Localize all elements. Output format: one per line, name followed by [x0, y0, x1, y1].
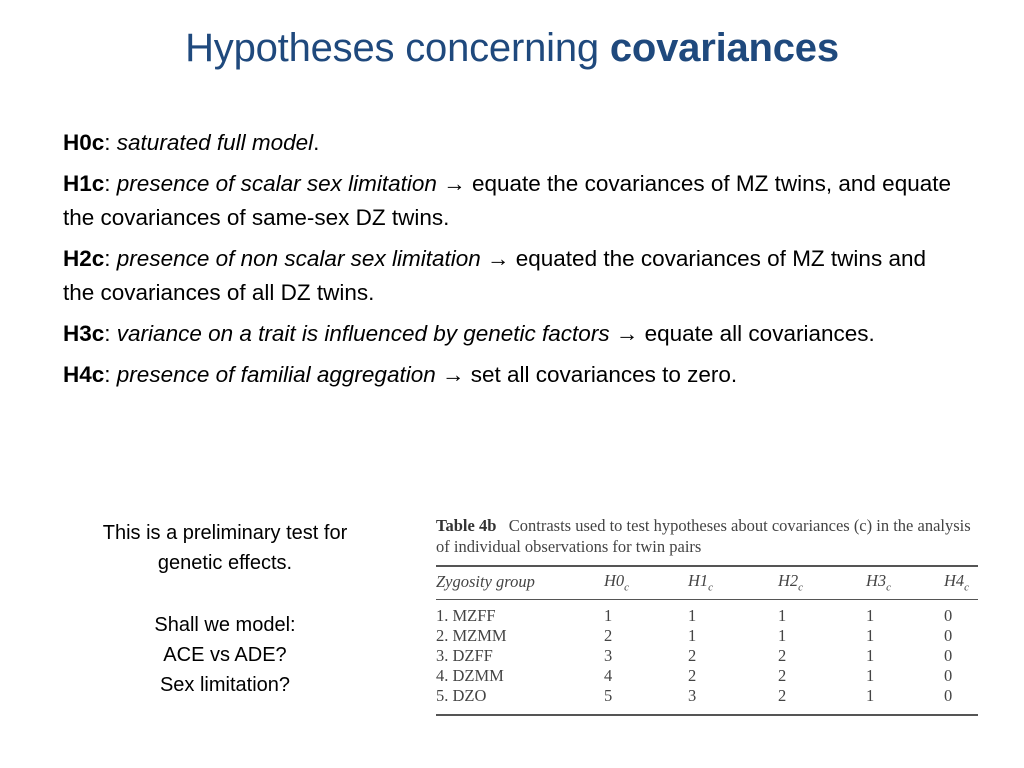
table-cell: 2: [778, 686, 787, 706]
table-cell: 3. DZFF: [436, 646, 493, 666]
arrow-right-icon: →: [436, 171, 472, 196]
hypothesis-description: presence of non scalar sex limitation: [116, 246, 481, 271]
contrast-table: [436, 515, 978, 716]
table-cell: 1: [866, 646, 875, 666]
title-bold: covariances: [609, 26, 839, 70]
column-header: [688, 566, 778, 600]
hypothesis-label: H1c: [63, 171, 105, 196]
table-cell: 1: [604, 606, 613, 626]
table-row: [436, 686, 978, 715]
hypothesis-label: H2c: [63, 246, 105, 271]
hypothesis-label: H0c: [63, 130, 105, 155]
side-note-line: ACE vs ADE?: [163, 644, 287, 666]
side-note-line: Sex limitation?: [159, 674, 291, 696]
hypothesis-action: set all covariances to zero.: [470, 362, 738, 387]
table-cell: 1: [866, 626, 875, 646]
hypothesis-separator: :: [104, 246, 117, 271]
hypothesis-action: .: [313, 130, 320, 155]
table-caption-text: Contrasts used to test hypotheses about covariances (c) in the analysis of individual observations for twin pairs: [436, 516, 971, 556]
hypothesis-action: equate all covariances.: [644, 321, 875, 346]
hypothesis-separator: :: [104, 362, 117, 387]
table-cell: 2: [604, 626, 613, 646]
table-cell: 2: [778, 666, 787, 686]
hypothesis-h1c: [63, 167, 963, 235]
side-note: [70, 518, 380, 700]
table-grid: [436, 565, 978, 716]
table-cell: 1: [866, 606, 875, 626]
column-header-text: H2: [778, 571, 799, 590]
column-header: [778, 566, 866, 600]
column-header-text: H3: [866, 571, 887, 590]
table-row: [436, 646, 978, 666]
hypothesis-description: presence of familial aggregation: [116, 362, 436, 387]
title-normal: Hypotheses concerning: [185, 26, 610, 70]
hypothesis-description: variance on a trait is influenced by genetic factors: [116, 321, 610, 346]
table-cell: 2: [688, 666, 697, 686]
table-cell: 0: [944, 686, 953, 706]
table-cell: 0: [944, 626, 953, 646]
table-cell: 1: [778, 626, 787, 646]
column-header-text: H0: [604, 571, 625, 590]
arrow-right-icon: →: [480, 246, 516, 271]
hypothesis-label: H3c: [63, 321, 105, 346]
column-header: [944, 566, 978, 600]
table-cell: 1: [688, 626, 697, 646]
column-header-subscript: c: [708, 581, 714, 594]
hypothesis-h4c: [63, 358, 963, 392]
column-header-subscript: c: [798, 581, 804, 594]
column-header-text: H1: [688, 571, 709, 590]
side-note-line: This is a preliminary test for: [102, 522, 348, 544]
table-cell: 1: [688, 606, 697, 626]
table-cell: 4: [604, 666, 613, 686]
hypothesis-action: equate the covariances of MZ twins, and equate the covariances of same-sex DZ twins.: [63, 171, 952, 230]
hypothesis-description: presence of scalar sex limitation: [116, 171, 437, 196]
table-cell: 0: [944, 646, 953, 666]
table-cell: 1: [866, 666, 875, 686]
column-header: [866, 566, 944, 600]
column-header-subscript: c: [886, 581, 892, 594]
hypothesis-h0c: [63, 126, 963, 160]
page-title: [0, 26, 1024, 71]
hypotheses-list: [63, 126, 963, 399]
table-row: [436, 626, 978, 646]
arrow-right-icon: →: [435, 362, 471, 387]
table-row: [436, 600, 978, 627]
table-cell: 3: [604, 646, 613, 666]
column-header-text: Zygosity group: [436, 572, 535, 592]
column-header-text: H4: [944, 571, 965, 590]
spacer: [70, 578, 380, 610]
table-cell: 5: [604, 686, 613, 706]
column-header: [436, 566, 604, 600]
table-cell: 1. MZFF: [436, 606, 496, 626]
hypothesis-separator: :: [104, 171, 117, 196]
table-cell: 5. DZO: [436, 686, 487, 706]
column-header: [604, 566, 688, 600]
table-row: [436, 666, 978, 686]
hypothesis-action: equated the covariances of MZ twins and the covariances of all DZ twins.: [63, 246, 926, 305]
side-note-line: Shall we model:: [154, 614, 296, 636]
table-cell: 3: [688, 686, 697, 706]
side-note-line: genetic effects.: [157, 552, 293, 574]
arrow-right-icon: →: [609, 321, 645, 346]
hypothesis-h3c: [63, 317, 963, 351]
table-cell: 0: [944, 666, 953, 686]
hypothesis-label: H4c: [63, 362, 105, 387]
hypothesis-separator: :: [104, 321, 117, 346]
hypothesis-separator: :: [104, 130, 117, 155]
table-caption: [436, 515, 978, 557]
table-cell: 2. MZMM: [436, 626, 507, 646]
table-label: Table 4b: [436, 516, 497, 535]
table-cell: 2: [688, 646, 697, 666]
hypothesis-description: saturated full model: [116, 130, 314, 155]
column-header-subscript: c: [624, 581, 630, 594]
table-cell: 4. DZMM: [436, 666, 504, 686]
table-cell: 1: [778, 606, 787, 626]
table-cell: 0: [944, 606, 953, 626]
table-header-row: [436, 566, 978, 600]
table-cell: 2: [778, 646, 787, 666]
hypothesis-h2c: [63, 242, 963, 310]
column-header-subscript: c: [964, 581, 970, 594]
table-cell: 1: [866, 686, 875, 706]
